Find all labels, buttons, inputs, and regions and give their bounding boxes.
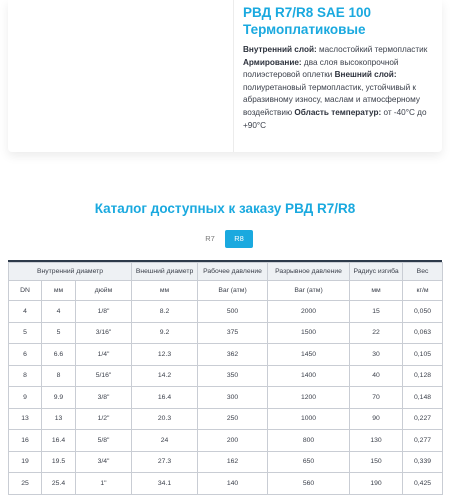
cell-inch: 5/8" xyxy=(76,430,132,452)
cell-mm: 5 xyxy=(42,322,76,344)
product-title-line1: РВД R7/R8 SAE 100 xyxy=(243,5,371,20)
subheader-weight-unit: кг/м xyxy=(403,281,443,301)
catalog-title: Каталог доступных к заказу РВД R7/R8 xyxy=(94,201,356,216)
cell-burst: 2000 xyxy=(268,301,350,323)
catalog-table xyxy=(8,262,443,495)
cell-weight: 0,425 xyxy=(403,473,443,495)
cell-burst: 1200 xyxy=(268,387,350,409)
cell-inch: 1" xyxy=(76,473,132,495)
tab-r8[interactable]: R8 xyxy=(225,230,253,248)
subheader-working-unit: Bar (атм) xyxy=(198,281,268,301)
cell-dn: 6 xyxy=(9,344,42,366)
cell-burst: 1000 xyxy=(268,408,350,430)
subheader-mm: мм xyxy=(42,281,76,301)
cell-radius: 70 xyxy=(350,387,403,409)
cell-mm: 16.4 xyxy=(42,430,76,452)
cell-radius: 22 xyxy=(350,322,403,344)
series-tabs xyxy=(195,230,253,248)
cell-working: 500 xyxy=(198,301,268,323)
cell-burst: 1450 xyxy=(268,344,350,366)
cell-radius: 190 xyxy=(350,473,403,495)
cell-radius: 15 xyxy=(350,301,403,323)
cell-inch: 5/16" xyxy=(76,365,132,387)
cell-weight: 0,128 xyxy=(403,365,443,387)
cell-dn: 4 xyxy=(9,301,42,323)
cell-inch: 1/4" xyxy=(76,344,132,366)
cell-mm: 4 xyxy=(42,301,76,323)
subheader-dn: DN xyxy=(9,281,42,301)
cell-inch: 3/8" xyxy=(76,387,132,409)
header-burst-pressure: Разрывное давление xyxy=(268,263,350,281)
cell-dn: 9 xyxy=(9,387,42,409)
table-row xyxy=(9,301,443,323)
product-description xyxy=(243,44,439,132)
cell-dn: 5 xyxy=(9,322,42,344)
outer-layer-label: Внешний слой: xyxy=(334,70,397,80)
temperature-text: от -40°С до +90°С xyxy=(243,107,427,130)
cell-mm: 6.6 xyxy=(42,344,76,366)
table-row xyxy=(9,365,443,387)
cell-mm: 19.5 xyxy=(42,451,76,473)
cell-dn: 16 xyxy=(9,430,42,452)
subheader-outer-mm: мм xyxy=(132,281,198,301)
table-row xyxy=(9,451,443,473)
cell-working: 140 xyxy=(198,473,268,495)
cell-inch: 3/16" xyxy=(76,322,132,344)
product-title-line2: Термоплатиковые xyxy=(243,22,366,37)
cell-weight: 0,339 xyxy=(403,451,443,473)
cell-burst: 1400 xyxy=(268,365,350,387)
reinforcement-text: два слоя высокопрочной полиэстеровой оплетки xyxy=(243,57,399,80)
cell-weight: 0,227 xyxy=(403,408,443,430)
cell-burst: 560 xyxy=(268,473,350,495)
cell-burst: 1500 xyxy=(268,322,350,344)
reinforcement-label: Армирование: xyxy=(243,57,302,67)
cell-outer: 9.2 xyxy=(132,322,198,344)
card-divider xyxy=(233,0,234,152)
cell-weight: 0,050 xyxy=(403,301,443,323)
cell-working: 162 xyxy=(198,451,268,473)
table-row xyxy=(9,387,443,409)
cell-outer: 27.3 xyxy=(132,451,198,473)
cell-radius: 150 xyxy=(350,451,403,473)
cell-burst: 800 xyxy=(268,430,350,452)
cell-outer: 34.1 xyxy=(132,473,198,495)
inner-layer-label: Внутренний слой: xyxy=(243,45,317,54)
cell-dn: 19 xyxy=(9,451,42,473)
cell-burst: 650 xyxy=(268,451,350,473)
cell-working: 250 xyxy=(198,408,268,430)
inner-layer-text: маслостойкий термопластик xyxy=(316,45,428,54)
cell-dn: 13 xyxy=(9,408,42,430)
cell-weight: 0,277 xyxy=(403,430,443,452)
cell-working: 375 xyxy=(198,322,268,344)
cell-radius: 90 xyxy=(350,408,403,430)
cell-mm: 13 xyxy=(42,408,76,430)
cell-dn: 8 xyxy=(9,365,42,387)
cell-working: 350 xyxy=(198,365,268,387)
cell-outer: 24 xyxy=(132,430,198,452)
cell-mm: 9.9 xyxy=(42,387,76,409)
cell-weight: 0,063 xyxy=(403,322,443,344)
cell-weight: 0,105 xyxy=(403,344,443,366)
product-title xyxy=(243,4,443,38)
table-row xyxy=(9,473,443,495)
cell-mm: 8 xyxy=(42,365,76,387)
cell-outer: 20.3 xyxy=(132,408,198,430)
subheader-burst-unit: Bar (атм) xyxy=(268,281,350,301)
cell-mm: 25.4 xyxy=(42,473,76,495)
cell-dn: 25 xyxy=(9,473,42,495)
cell-radius: 40 xyxy=(350,365,403,387)
cell-weight: 0,148 xyxy=(403,387,443,409)
cell-working: 362 xyxy=(198,344,268,366)
cell-working: 300 xyxy=(198,387,268,409)
cell-radius: 30 xyxy=(350,344,403,366)
cell-outer: 14.2 xyxy=(132,365,198,387)
header-inner-diameter: Внутренний диаметр xyxy=(9,263,132,281)
tab-r7[interactable]: R7 xyxy=(205,234,215,243)
cell-inch: 3/4" xyxy=(76,451,132,473)
subheader-radius-mm: мм xyxy=(350,281,403,301)
cell-inch: 1/8" xyxy=(76,301,132,323)
table-row xyxy=(9,408,443,430)
cell-radius: 130 xyxy=(350,430,403,452)
cell-outer: 8.2 xyxy=(132,301,198,323)
table-row xyxy=(9,322,443,344)
cell-outer: 16.4 xyxy=(132,387,198,409)
cell-outer: 12.3 xyxy=(132,344,198,366)
subheader-inch: дюйм xyxy=(76,281,132,301)
header-weight: Вес xyxy=(403,263,443,281)
table-row xyxy=(9,344,443,366)
header-outer-diameter: Внешний диаметр xyxy=(132,263,198,281)
temperature-label: Область температур: xyxy=(294,107,382,117)
cell-inch: 1/2" xyxy=(76,408,132,430)
header-working-pressure: Рабочее давление xyxy=(198,263,268,281)
header-bend-radius: Радиус изгиба xyxy=(350,263,403,281)
cell-working: 200 xyxy=(198,430,268,452)
outer-layer-text: полиуретановый термопластик, устойчивый к абразивному износу, маслам и атмосферному воздействию xyxy=(243,82,420,117)
table-row xyxy=(9,430,443,452)
